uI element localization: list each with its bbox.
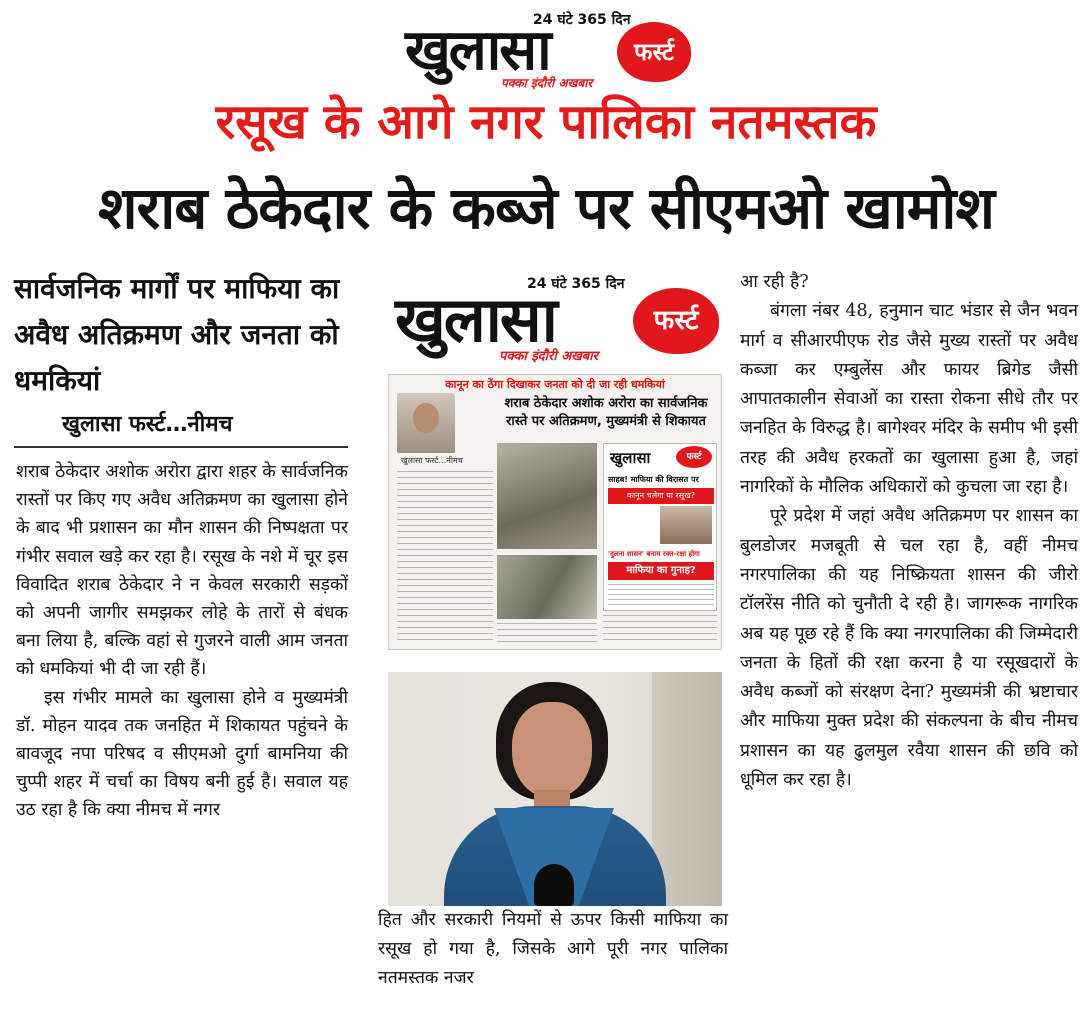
left-paragraph-1: शराब ठेकेदार अशोक अरोरा द्वारा शहर के सार्वजनिक रास्तों पर किए गए अवैध अतिक्रमण का खुलासा होने के बाद भी प्रशासन का मौन शासन की निष्पक्षता पर गंभीर सवाल खड़े कर रहा है। रसूख के नशे में चूर इस विवादित शराब ठेकेदार ने न केवल सरकारी सड़कों को अपनी जागीर समझकर लोहे के तारों से बंधक बना लिया है, बल्कि वहां से गुजरने वाली आम जनता को धमकियां भी दी जा रही हैं। (16, 462, 348, 680)
clipping-photo-street (497, 555, 597, 619)
clipping-text-block (397, 471, 493, 645)
clipping-inset-bar: कानून चलेगा या रसूख? (608, 488, 714, 504)
right-paragraph-1: बंगला नंबर 48, हनुमान चाट भंडार से जैन भवन मार्ग व सीआरपीएफ रोड जैसे मुख्य रास्तों पर अवैध कब्जा कर एम्बुलेंस और फायर ब्रिगेड जैसी आपातकालीन सेवाओं का रास्ता रोकना सीधे तौर पर जनहित के विरुद्ध है। बागेश्वर मंदिर के समीप भी इसी तरह की अवैध हरकतों का खुलासा हुआ है, जहां नागरिकों के मौलिक अधिकारों को कुचला जा रहा है। (740, 301, 1078, 498)
right-paragraph-2: पूरे प्रदेश में जहां अवैध अतिक्रमण पर शासन का बुलडोजर मजबूती से चल रहा है, वहीं नीमच नगरपालिका की यह निष्क्रियता शासन की जीरो टॉलरेंस नीति को चुनौती दे रही है। जागरूक नागरिक अब यह पूछ रहे हैं कि क्या नगरपालिका की जिम्मेदारी जनता के हितों की रक्षा करना है या रसूखदारों के अवैध कब्जों को संरक्षण देना? मुख्यमंत्री की भ्रष्टाचार और माफिया मुक्त प्रदेश की संकल्पना के बीच नीमच प्रशासन का यह ढुलमुल रवैया शासन की छवि को धूमिल कर रहा है। (740, 506, 1078, 791)
sub-headline: सार्वजनिक मार्गों पर माफिया का अवैध अतिक्रमण और जनता को धमकियां (14, 272, 340, 397)
right-paragraph-0: आ रही है? (740, 272, 809, 292)
left-column (16, 458, 348, 825)
masthead-tagline: 24 घंटे 365 दिन (533, 12, 631, 28)
clipping-inset-badge: फर्स्ट (676, 446, 712, 468)
masthead-logo (405, 8, 705, 90)
clipping-inset-kicker: साहब! माफिया की विरासत पर (608, 475, 699, 484)
photo-face (512, 702, 592, 798)
inline-masthead-badge: फर्स्ट (633, 288, 719, 354)
inline-masthead-logo (395, 272, 725, 364)
clipping-inset-masthead: खुलासा (610, 449, 651, 467)
masthead-subtitle: पक्का इंदौरी अखबार (501, 76, 593, 90)
masthead-name: खुलासा (405, 18, 550, 83)
kicker-headline: रसूख के आगे नगर पालिका नतमस्तक (215, 94, 877, 150)
byline: खुलासा फर्स्ट…नीमच (62, 412, 233, 437)
newspaper-clipping-image (388, 374, 722, 650)
masthead-badge: फर्स्ट (617, 22, 691, 82)
middle-continuation-text: हित और सरकारी नियमों से ऊपर किसी माफिया का रसूख हो गया है, जिसके आगे पूरी नगर पालिका नतमस्तक नजर (378, 910, 728, 988)
cmo-photo (388, 672, 722, 906)
clipping-inset-headline: माफिया का गुनाह? (608, 562, 714, 580)
inline-masthead-tagline: 24 घंटे 365 दिन (527, 276, 625, 292)
clipping-caption-lines (497, 623, 597, 645)
clipping-kicker: कानून का ठेंगा दिखाकर जनता को दी जा रही धमकियां (445, 378, 665, 391)
inline-masthead-name: खुलासा (395, 283, 556, 356)
clipping-inset-kicker-2: 'दुलना शासन' बनाम रक्त-रक्षा होगा (608, 550, 700, 558)
right-column (740, 268, 1078, 795)
main-headline: शराब ठेकेदार के कब्जे पर सीएमओ खामोश (98, 174, 994, 242)
clipping-inset-photo (660, 506, 712, 544)
clipping-inset-page (603, 443, 717, 611)
inline-masthead-subtitle: पक्का इंदौरी अखबार (499, 349, 598, 364)
clipping-byline: खुलासा फर्स्ट…नीमच (401, 456, 463, 465)
clipping-inset-lines (608, 584, 714, 606)
photo-microphone (534, 864, 574, 906)
clipping-headline: शराब ठेकेदार अशोक अरोरा का सार्वजनिक रास्ते पर अतिक्रमण, मुख्यमंत्री से शिकायत (504, 396, 708, 429)
clipping-right-lines (603, 615, 717, 645)
divider (14, 446, 348, 448)
left-paragraph-2: इस गंभीर मामले का खुलासा होने व मुख्यमंत्री डॉ. मोहन यादव तक जनहित में शिकायत पहुंचने के बावजूद नपा परिषद व सीएमओ दुर्गा बामनिया की चुप्पी शहर में चर्चा का विषय बनी हुई है। सवाल यह उठ रहा है कि क्या नीमच में नगर (16, 687, 348, 821)
clipping-photo-road (497, 443, 597, 549)
clipping-portrait (397, 393, 455, 453)
